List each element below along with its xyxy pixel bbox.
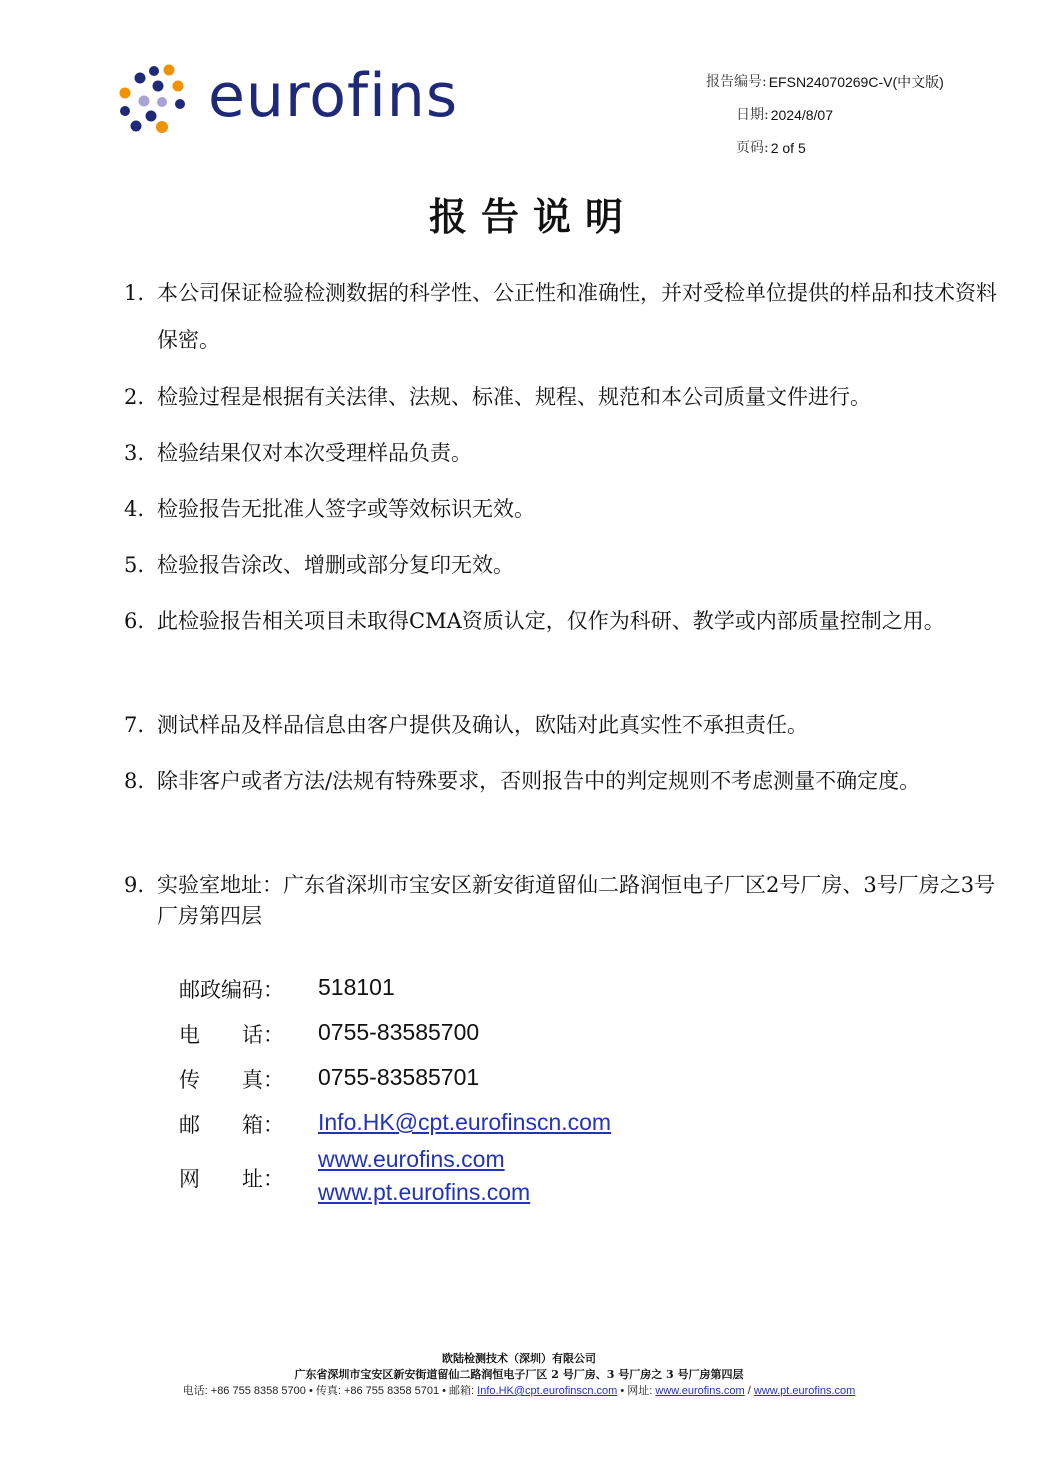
fax-row [179,1064,479,1094]
footer-web-label: • 网址: [617,1385,656,1397]
report-date-row [706,99,944,132]
email-row [179,1109,611,1139]
website-link-pt-eurofins[interactable]: www.pt.eurofins.com [318,1179,531,1205]
list-item-text: 检验过程是根据有关法律、法规、标准、规程、规范和本公司质量文件进行。 [157,385,871,409]
footer-company: 欧陆检测技术（深圳）有限公司 [442,1352,596,1365]
report-date-label: 日期: [736,107,769,123]
website-label: 网 址： [179,1167,284,1191]
list-item-number: 6. [124,609,145,633]
list-item-text: 检验报告无批准人签字或等效标识无效。 [157,497,535,521]
footer-web-link-eurofins[interactable]: www.eurofins.com [655,1385,745,1397]
website-links [318,1146,530,1206]
postcode-label: 邮政编码： [179,978,284,1002]
footer-slash: / [744,1385,754,1397]
report-meta [706,66,944,165]
list-item-text: 本公司保证检验检测数据的科学性、公正性和准确性，并对受检单位提供的样品和技术资料保密。 [157,281,997,352]
logo-wordmark: eurofins [208,61,459,131]
list-item-number: 2. [124,385,145,409]
list-item-number: 5. [124,553,145,577]
list-item-number: 3. [124,441,145,465]
list-item [124,374,1004,421]
report-number-row [706,66,944,99]
page-number-label: 页码: [736,140,769,156]
list-item [124,702,1004,749]
list-item-text: 实验室地址：广东省深圳市宝安区新安街道留仙二路润恒电子厂区2号厂房、3号厂房之3号厂房第四层 [157,873,996,928]
list-item-number: 7. [124,713,145,737]
phone-label: 电 话： [179,1023,284,1047]
list-item-text: 除非客户或者方法/法规有特殊要求，否则报告中的判定规则不考虑测量不确定度。 [157,769,921,793]
list-item-number: 1. [124,281,145,305]
list-item [124,542,1004,589]
report-date: 2024/8/07 [770,107,834,123]
list-item-text: 检验结果仅对本次受理样品负责。 [157,441,472,465]
report-number: EFSN24070269C-V(中文版) [768,74,944,90]
postcode-value: 518101 [318,974,395,1000]
list-item [124,486,1004,533]
list-item [124,430,1004,477]
list-item-text: 此检验报告相关项目未取得CMA资质认定，仅作为科研、教学或内部质量控制之用。 [157,609,945,633]
report-number-label: 报告编号: [706,74,767,90]
footer-contacts [0,1383,1038,1399]
page-number-row [706,132,944,165]
list-item [124,862,1004,932]
list-item-number: 9. [124,873,145,897]
list-item-number: 8. [124,769,145,793]
postcode-row [179,974,395,1004]
footer-web-link-pt-eurofins[interactable]: www.pt.eurofins.com [753,1385,856,1397]
list-item-number: 4. [124,497,145,521]
list-item [124,270,1004,364]
page-footer [0,1351,1038,1399]
list-item-text: 检验报告涂改、增删或部分复印无效。 [157,553,514,577]
email-link[interactable]: Info.HK@cpt.eurofinscn.com [318,1109,612,1135]
fax-label: 传 真： [179,1068,284,1092]
email-label: 邮 箱： [179,1113,284,1137]
website-link-eurofins[interactable]: www.eurofins.com [318,1146,505,1172]
list-item [124,758,1004,805]
website-row [179,1146,530,1206]
phone-value: 0755-83585700 [318,1019,480,1045]
eurofins-dots-icon [118,64,190,136]
page-title: 报告说明 [428,194,637,239]
list-item-text: 测试样品及样品信息由客户提供及确认，欧陆对此真实性不承担责任。 [157,713,808,737]
fax-value: 0755-83585701 [318,1064,480,1090]
footer-tel-fax: 电话: +86 755 8358 5700 • 传真: +86 755 8358 5701 • 邮箱: [182,1385,478,1397]
list-item [124,598,1004,645]
footer-address: 广东省深圳市宝安区新安街道留仙二路润恒电子厂区 2 号厂房、3 号厂房之 3 号厂房第四层 [294,1368,744,1381]
footer-email-link[interactable]: Info.HK@cpt.eurofinscn.com [477,1385,618,1397]
page-number: 2 of 5 [770,140,806,156]
eurofins-logo [118,61,459,136]
phone-row [179,1019,479,1049]
